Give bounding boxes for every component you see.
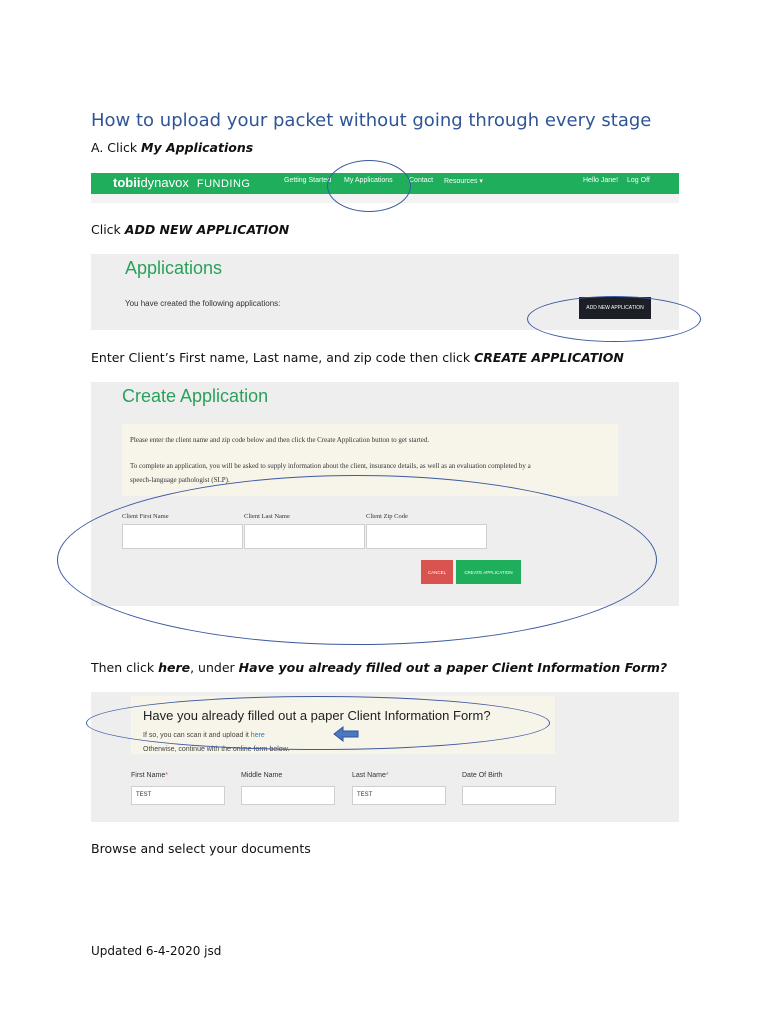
footer-updated: Updated 6-4-2020 jsd	[91, 944, 222, 958]
cancel-button[interactable]: CANCEL	[421, 560, 453, 584]
nav-getting-started[interactable]: Getting Started	[284, 177, 332, 184]
nav-resources[interactable]: Resources ▾	[444, 178, 483, 185]
first-name-label: First Name*	[131, 772, 168, 779]
applications-subtext: You have created the following applications:	[125, 299, 281, 308]
step-a-prefix: A. Click	[91, 140, 142, 155]
create-info-line-2: To complete an application, you will be asked to supply information about the client, insurance details, as well as an evaluation completed by a	[130, 462, 531, 470]
create-application-button[interactable]: CREATE APPLICATION	[456, 560, 521, 584]
step-d-text: Then click here, under Have you already filled out a paper Client Information Form?	[91, 660, 668, 675]
highlight-circle-my-applications	[327, 160, 411, 212]
nav-my-applications[interactable]: My Applications	[344, 177, 393, 184]
applications-heading: Applications	[125, 258, 223, 278]
step-a-emphasis: My Applications	[141, 140, 254, 155]
step-d-emphasis-here: here	[158, 660, 191, 675]
date-of-birth-label: Date Of Birth	[462, 772, 503, 779]
first-name-input[interactable]: TEST	[131, 786, 225, 805]
brand-logo: tobiidynavox FUNDING	[113, 175, 251, 190]
client-zip-code-label: Client Zip Code	[366, 513, 408, 520]
step-c-emphasis: CREATE APPLICATION	[474, 350, 624, 365]
step-a-text	[91, 140, 253, 155]
last-name-input[interactable]: TEST	[352, 786, 446, 805]
middle-name-input[interactable]	[241, 786, 335, 805]
step-b-text: Click ADD NEW APPLICATION	[91, 222, 290, 237]
date-of-birth-input[interactable]	[462, 786, 556, 805]
create-info-line-1: Please enter the client name and zip code below and then click the Create Application button to get started.	[130, 436, 430, 444]
client-last-name-label: Client Last Name	[244, 513, 290, 520]
middle-name-label: Middle Name	[241, 772, 283, 779]
document-title: How to upload your packet without going through every stage	[91, 110, 652, 131]
paper-form-upload-line: If so, you can scan it and upload it here	[143, 732, 265, 739]
arrow-left-icon	[333, 725, 359, 743]
add-new-application-button[interactable]: ADD NEW APPLICATION	[579, 297, 651, 319]
step-c-text: Enter Client’s First name, Last name, and zip code then click CREATE APPLICATION	[91, 350, 624, 365]
last-name-label: Last Name*	[352, 772, 389, 779]
step-d-emphasis-question: Have you already filled out a paper Client Information Form?	[238, 660, 668, 675]
create-application-heading: Create Application	[122, 386, 269, 406]
highlight-circle-add-application	[527, 296, 701, 342]
paper-form-continue-line: Otherwise, continue with the online form below.	[143, 746, 290, 753]
step-b-emphasis: ADD NEW APPLICATION	[124, 222, 290, 237]
client-first-name-label: Client First Name	[122, 513, 169, 520]
highlight-circle-paper-form	[86, 696, 550, 750]
nav-greeting: Hello Jane!	[583, 177, 619, 184]
nav-contact[interactable]: Contact	[409, 177, 434, 184]
step-e-text: Browse and select your documents	[91, 841, 311, 856]
create-info-line-3: speech-language pathologist (SLP).	[130, 476, 230, 484]
upload-here-link[interactable]: here	[250, 732, 265, 739]
highlight-circle-create-form	[57, 475, 657, 645]
nav-log-off[interactable]: Log Off	[627, 177, 650, 184]
paper-form-question: Have you already filled out a paper Client Information Form?	[143, 708, 491, 723]
